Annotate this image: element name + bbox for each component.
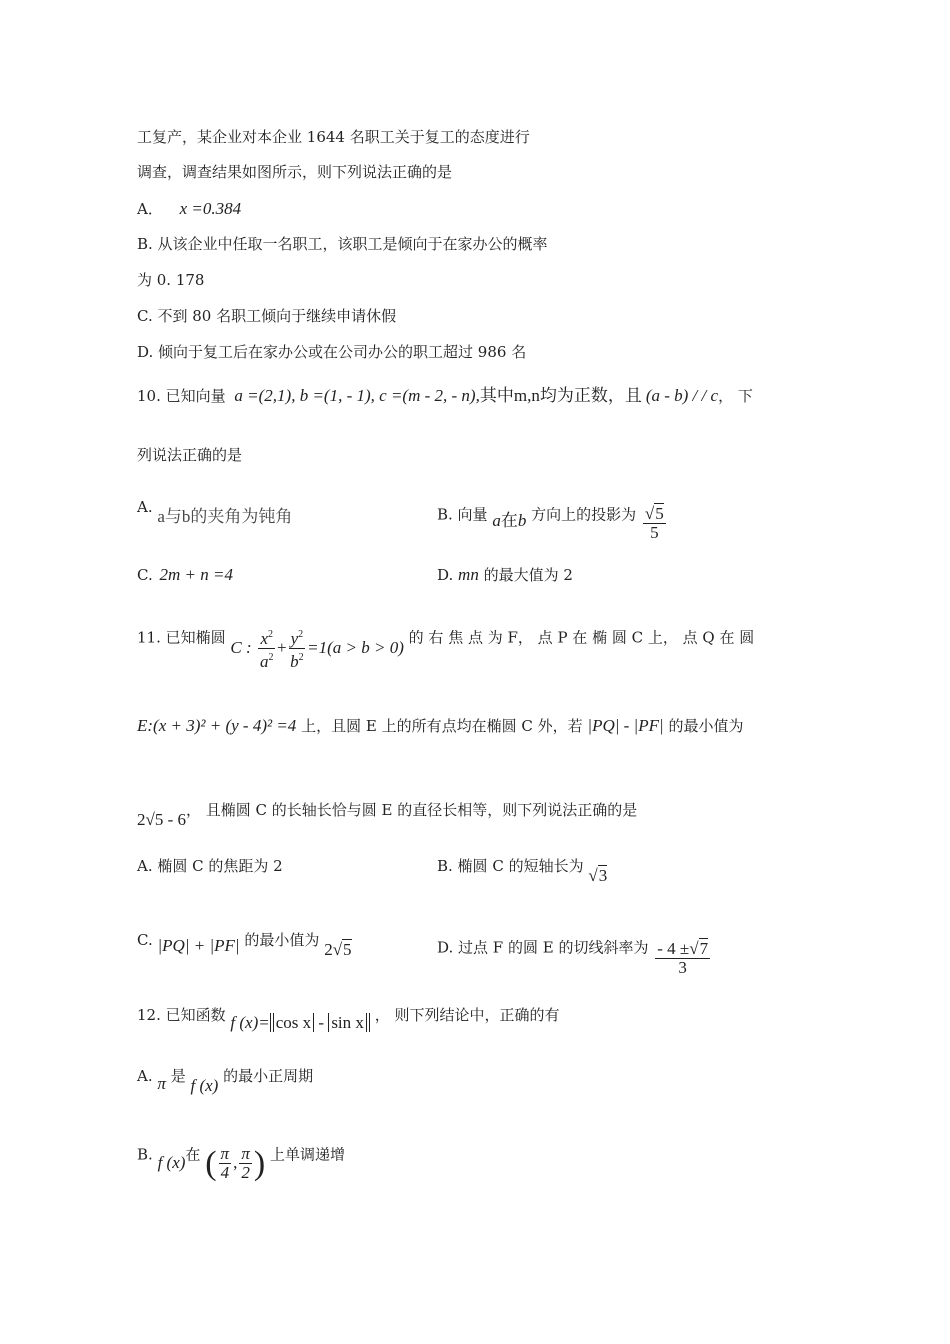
q11-line2-end: 的最小值为 — [668, 717, 744, 735]
q10-option-d — [437, 565, 573, 585]
q11-stem-line1: 11. 已知椭圆 C : $\frac{x^2}{a^2}$ + $\frac{y^2}{b^2}$ =1(a > b > 0) 的 右 焦 点 为 F， 点 P 在 椭 圆 C 上， 点 Q 在 圆 — [137, 616, 754, 661]
q11-option-b-text: B. 椭圆 C 的短轴长为 — [437, 857, 584, 875]
q11-prefix: 11. 已知椭圆 — [137, 628, 226, 647]
q10-stem-line2: 列说法正确的是 — [137, 446, 243, 464]
q9-option-b-line2: 为 0. 178 — [137, 271, 205, 289]
q11-option-c: C. |PQ| + |PF| 的最小值为 2√5 — [137, 931, 352, 959]
q10-option-b-den: 5 — [650, 523, 659, 542]
q12-suffix: ， 则下列结论中，正确的有 — [374, 1006, 560, 1024]
q12-option-b-label: B. — [137, 1145, 153, 1164]
q11-frac-x: $\frac{x^2}{a^2}$ — [258, 626, 275, 671]
q9-line2: 调查，调查结果如图所示，则下列说法正确的是 — [137, 163, 453, 181]
q10-prefix: 10. 已知向量 — [137, 387, 226, 405]
q11-circle-eq: E:(x + 3)² + (y - 4)² =4 — [137, 716, 297, 735]
q12-option-a-f: f (x) — [190, 1076, 219, 1095]
q10-option-b-label: B. 向量 — [437, 505, 488, 524]
q12-abs-sin: sin x — [328, 1013, 367, 1032]
q10-condition: (a - b) / / c — [645, 386, 719, 405]
q11-option-b: B. 椭圆 C 的短轴长为 √3 — [437, 857, 608, 885]
q12-option-b-f: f (x) — [157, 1152, 186, 1172]
q9-option-a-math: x =0.384 — [179, 199, 242, 218]
q11-line2-mid: 上，且圆 E 上的所有点均在椭圆 C 外，若 — [301, 717, 583, 735]
q12-option-a — [137, 1066, 314, 1095]
q11-option-d — [437, 930, 712, 977]
q12-option-a-pi: π — [157, 1074, 166, 1093]
q11-stem-line3 — [137, 800, 638, 829]
q9-option-a-label: A． — [137, 200, 163, 218]
q12-abs-outer: cos x - sin x — [270, 1013, 370, 1032]
q10-mid: 其中m,n均为正数，且 — [479, 386, 642, 405]
q12-option-b-text: 上单调递增 — [269, 1145, 345, 1164]
q11-stem-line2 — [137, 716, 743, 736]
q10-option-b-a: a — [492, 510, 501, 530]
q10-option-d-text: 的最大值为 2 — [483, 566, 573, 584]
q11-option-a: A. 椭圆 C 的焦距为 2 — [137, 857, 283, 875]
q12-option-b-zai: 在 — [185, 1145, 201, 1164]
q11-option-b-value: 3 — [598, 866, 608, 885]
q12-option-a-label: A. — [137, 1067, 153, 1085]
q11-line1-rest: 的 右 焦 点 为 F， 点 P 在 椭 圆 C 上， 点 Q 在 圆 — [408, 628, 755, 647]
q11-pq-minus-pf: |PQ| - |PF| — [587, 716, 664, 735]
q9-option-c: C. 不到 80 名职工倾向于继续申请休假 — [137, 307, 397, 325]
q12-option-a-text: 的最小正周期 — [223, 1067, 314, 1085]
q11-min-value: 2√5 - 6 — [137, 810, 186, 829]
q10-suffix: ， 下 — [718, 387, 753, 405]
q9-option-d: D. 倾向于复工后在家办公或在公司办公的职工超过 986 名 — [137, 343, 527, 361]
q10-option-b — [437, 497, 668, 542]
q10-option-a-text: a与b的夹角为钝角 — [157, 507, 293, 526]
q11-eq-rhs: =1(a > b > 0) — [307, 637, 404, 657]
q10-stem-line1 — [137, 386, 753, 406]
q10-option-a — [137, 497, 293, 526]
q11-option-c-math: |PQ| + |PF| — [157, 936, 240, 955]
q11-option-c-text: 的最小值为 — [244, 931, 320, 949]
q11-option-d-fraction: $\frac{- 4 \pm√7}{3}$ — [657, 939, 709, 977]
q12-prefix: 12. 已知函数 — [137, 1006, 226, 1024]
q11-eq-c: C : — [230, 637, 252, 657]
q10-option-b-b: b — [517, 510, 527, 530]
q11-line3-rest: ， 且椭圆 C 的长轴长恰与圆 E 的直径长相等，则下列说法正确的是 — [186, 801, 638, 819]
q10-option-d-label: D. — [437, 566, 454, 584]
q10-option-a-label: A. — [137, 498, 153, 516]
q12-option-b — [137, 1137, 345, 1182]
q10-option-c — [137, 565, 233, 585]
q12-option-a-shi: 是 — [170, 1067, 186, 1085]
q9-line1: 工复产，某企业对本企业 1644 名职工关于复工的态度进行 — [137, 128, 530, 146]
q12-func: f (x)= — [230, 1013, 270, 1032]
q10-option-b-zai: 在 — [500, 510, 518, 530]
q9-option-a — [137, 199, 241, 219]
q11-option-c-value: 5 — [343, 940, 352, 959]
q10-option-c-label: C. — [137, 566, 153, 584]
q10-option-b-fraction: $\frac{√5}{5}$ — [644, 504, 664, 542]
q10-vectors: a =(2,1), b =(1, - 1), c =(m - 2, - n), — [234, 386, 480, 405]
q10-option-d-math: mn — [458, 565, 479, 584]
q12-option-b-interval: ( $\frac{\pi}{4}$ , $\frac{\pi}{2}$ ) — [205, 1144, 266, 1182]
q11-option-c-label: C. — [137, 931, 153, 949]
q12-stem — [137, 1005, 560, 1032]
q10-option-b-num: 5 — [655, 504, 664, 523]
q11-frac-y: $\frac{y^2}{b^2}$ — [289, 626, 306, 671]
q10-option-c-math: 2m + n =4 — [159, 565, 233, 584]
q10-option-b-text: 方向上的投影为 — [531, 505, 637, 524]
q9-option-b-line1: B. 从该企业中任取一名职工，该职工是倾向于在家办公的概率 — [137, 235, 548, 253]
q11-option-d-text: D. 过点 F 的圆 E 的切线斜率为 — [437, 938, 649, 957]
q12-abs-cos: cos x — [273, 1013, 314, 1032]
